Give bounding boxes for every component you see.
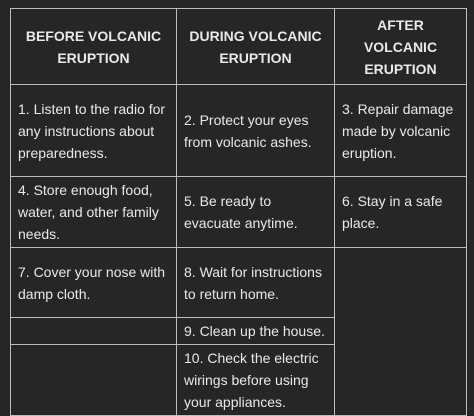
after-item-6: 6. Stay in a safe place.: [335, 177, 467, 248]
header-during: DURING VOLCANIC ERUPTION: [177, 9, 335, 85]
during-item-5: 5. Be ready to evacuate anytime.: [177, 177, 335, 248]
table-row: [11, 248, 467, 318]
header-before: BEFORE VOLCANIC ERUPTION: [11, 9, 177, 85]
header-after: AFTER VOLCANIC ERUPTION: [335, 9, 467, 85]
volcanic-eruption-table: [10, 8, 467, 416]
during-item-9: 9. Clean up the house.: [177, 318, 335, 345]
during-item-8: 8. Wait for instructions to return home.: [177, 248, 335, 318]
after-item-3: 3. Repair damage made by volcanic eruption.: [335, 85, 467, 177]
before-item-7: 7. Cover your nose with damp cloth.: [11, 248, 177, 318]
before-empty-cell: [11, 318, 177, 345]
table-row: [11, 177, 467, 248]
during-item-10: 10. Check the electric wirings before using your appliances.: [177, 345, 335, 416]
after-empty-cell: [335, 248, 467, 416]
before-item-1: 1. Listen to the radio for any instructions about preparedness.: [11, 85, 177, 177]
table-row: [11, 85, 467, 177]
during-item-2: 2. Protect your eyes from volcanic ashes.: [177, 85, 335, 177]
before-item-4: 4. Store enough food, water, and other family needs.: [11, 177, 177, 248]
header-row: [11, 9, 467, 85]
before-empty-cell: [11, 345, 177, 416]
